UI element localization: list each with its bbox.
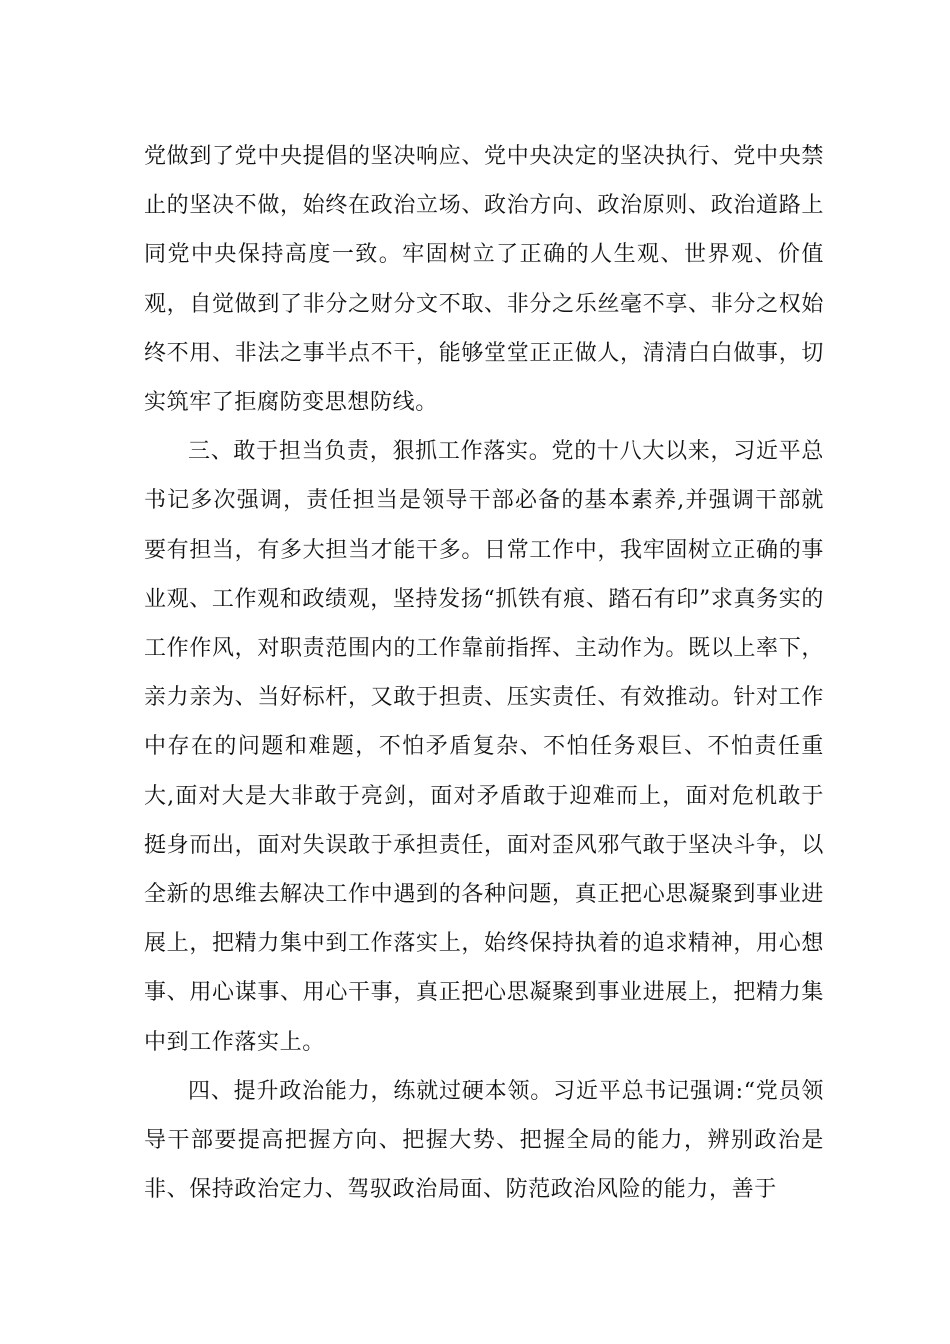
paragraph-section-four: 四、提升政治能力，练就过硬本领。习近平总书记强调:“党员领导干部要提高把握方向、把握大势、把握全局的能力，辨别政治是非、保持政治定力、驾驭政治局面、防范政治风险的能力，善于 [144,1078,824,1203]
paragraph-section-three: 三、敢于担当负责，狠抓工作落实。党的十八大以来，习近平总书记多次强调，责任担当是领导干部必备的基本素养,并强调干部就要有担当，有多大担当才能干多。日常工作中，我牢固树立正确的事业观、工作观和政绩观，坚持发扬“抓铁有痕、踏石有印”求真务实的工作作风，对职责范围内的工作靠前指挥、主动作为。既以上率下，亲力亲为、当好标杆，又敢于担责、压实责任、有效推动。针对工作中存在的问题和难题，不怕矛盾复杂、不怕任务艰巨、不怕责任重大,面对大是大非敢于亮剑，面对矛盾敢于迎难而上，面对危机敢于挺身而出，面对失误敢于承担责任，面对歪风邪气敢于坚决斗争，以全新的思维去解决工作中遇到的各种问题，真正把心思凝聚到事业进展上，把精力集中到工作落实上，始终保持执着的追求精神，用心想事、用心谋事、用心干事，真正把心思凝聚到事业进展上，把精力集中到工作落实上。 [144,439,824,1055]
document-body [144,132,824,1214]
paragraph-continuation: 党做到了党中央提倡的坚决响应、党中央决定的坚决执行、党中央禁止的坚决不做，始终在政治立场、政治方向、政治原则、政治道路上同党中央保持高度一致。牢固树立了正确的人生观、世界观、价值观，自觉做到了非分之财分文不取、非分之乐丝毫不享、非分之权始终不用、非法之事半点不干，能够堂堂正正做人，清清白白做事，切实筑牢了拒腐防变思想防线。 [144,144,824,416]
